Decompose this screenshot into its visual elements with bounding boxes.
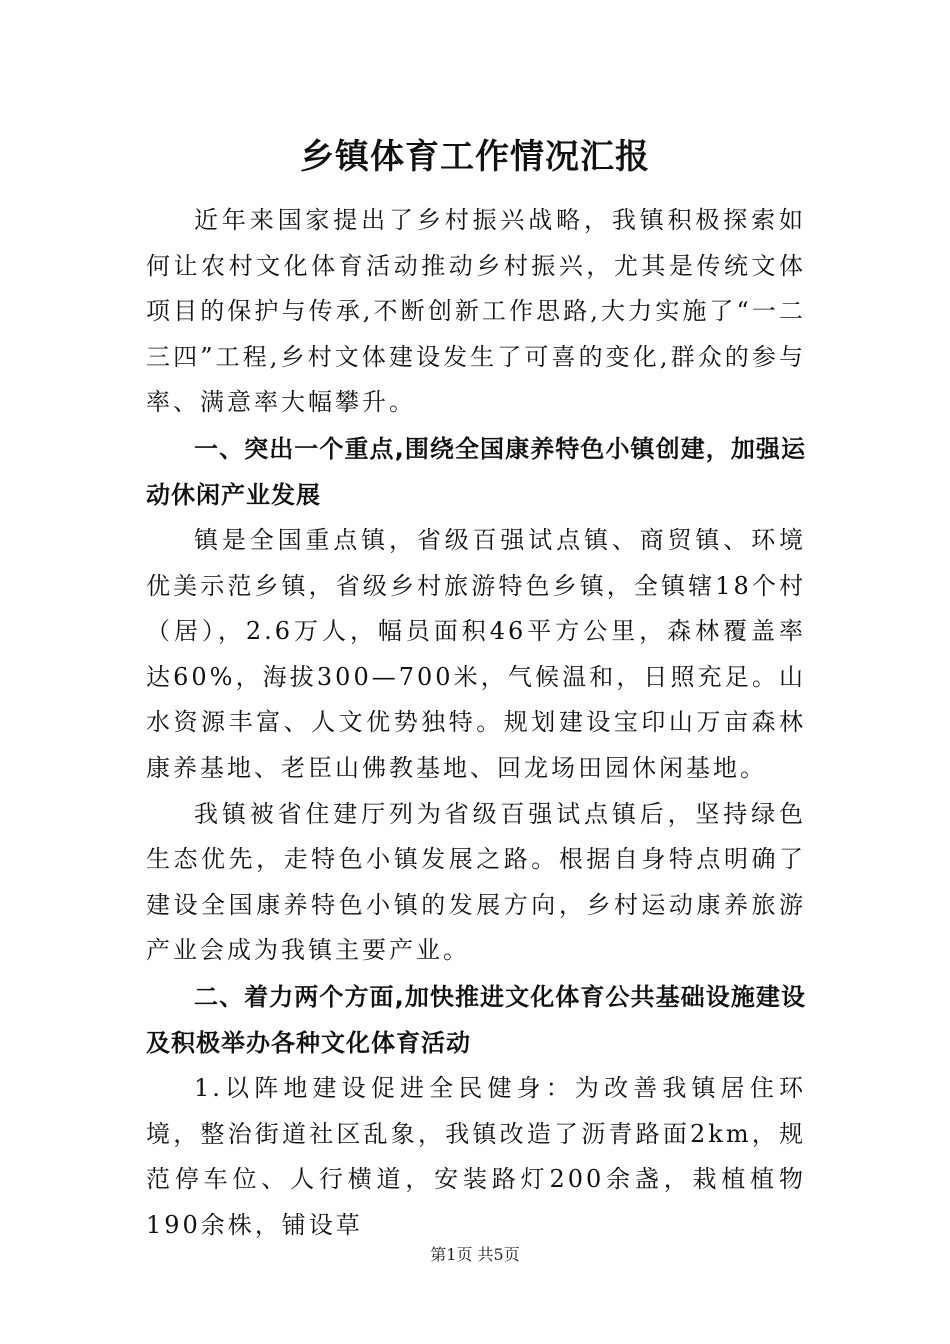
document-title: 乡镇体育工作情况汇报 [300,137,650,177]
body-paragraph: 1.以阵地建设促进全民健身：为改善我镇居住环境，整治街道社区乱象，我镇改造了沥青路面2km，规范停车位、人行横道，安装路灯200余盏，栽植植物190余株，铺设草 [146,1073,806,1239]
body-paragraph: 我镇被省住建厅列为省级百强试点镇后，坚持绿色生态优先，走特色小镇发展之路。根据自身特点明确了建设全国康养特色小镇的发展方向，乡村运动康养旅游产业会成为我镇主要产业。 [146,799,806,965]
section-heading-2: 二、着力两个方面,加快推进文化体育公共基础设施建设及积极举办各种文化体育活动 [146,982,806,1057]
document-body [146,198,806,1248]
section-heading-1: 一、突出一个重点,围绕全国康养特色小镇创建，加强运动休闲产业发展 [146,434,806,509]
body-paragraph: 镇是全国重点镇，省级百强试点镇、商贸镇、环境优美示范乡镇，省级乡村旅游特色乡镇，全镇辖18个村（居），2.6万人，幅员面积46平方公里，森林覆盖率达60%，海拔300—700米，气候温和，日照充足。山水资源丰富、人文优势独特。规划建设宝印山万亩森林康养基地、老臣山佛教基地、回龙场田园休闲基地。 [146,525,806,782]
intro-paragraph: 近年来国家提出了乡村振兴战略，我镇积极探索如何让农村文化体育活动推动乡村振兴，尤其是传统文体项目的保护与传承,不断创新工作思路,大力实施了“一二三四”工程,乡村文体建设发生了可喜的变化,群众的参与率、满意率大幅攀升。 [146,206,806,417]
page-footer: 第1页 共5页 [430,1245,520,1264]
